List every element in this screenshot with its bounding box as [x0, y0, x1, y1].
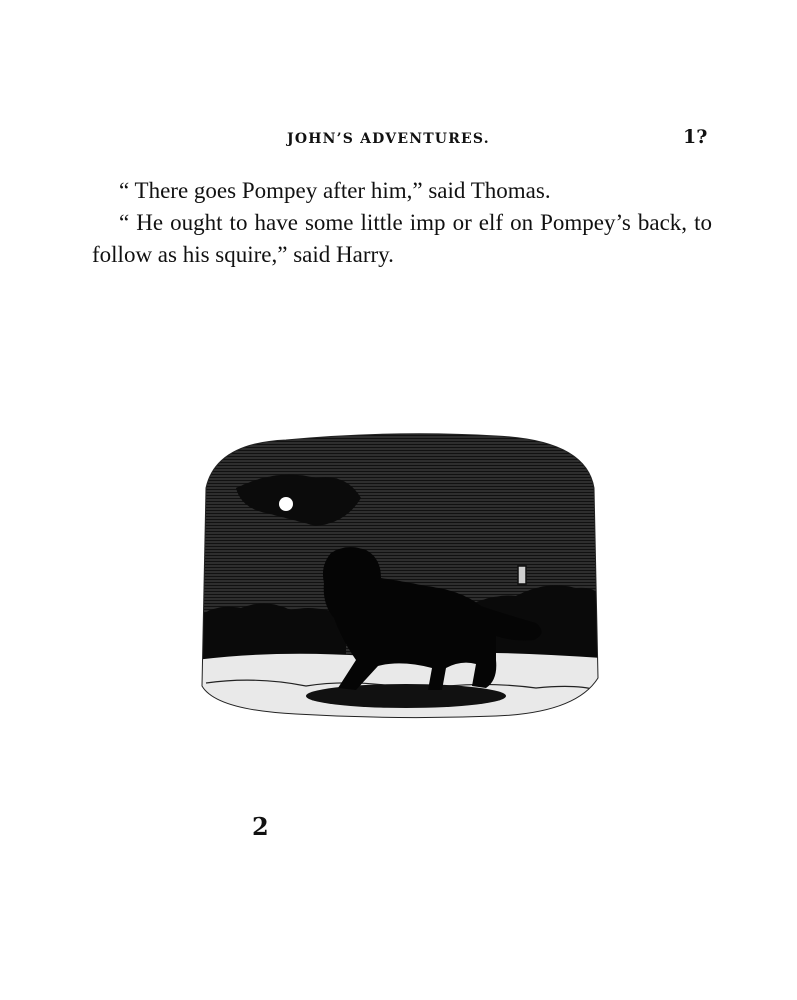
moon	[279, 497, 293, 511]
left-bushes	[196, 603, 346, 660]
page-number: 1?	[683, 126, 708, 148]
running-title: JOHN’S ADVENTURES.	[287, 131, 490, 147]
distant-tower	[518, 566, 526, 584]
engraving-illustration	[196, 428, 601, 728]
paragraph-harry: “ He ought to have some little imp or elf on Pompey’s back, to follow as his squire,” said Harry.	[92, 210, 712, 267]
night-dog-engraving	[196, 428, 601, 723]
body-text	[92, 175, 712, 271]
paragraph-thomas: “ There goes Pompey after him,” said Thomas.	[119, 178, 551, 203]
dog-shadow	[306, 684, 506, 708]
signature-mark: 2	[252, 812, 269, 841]
